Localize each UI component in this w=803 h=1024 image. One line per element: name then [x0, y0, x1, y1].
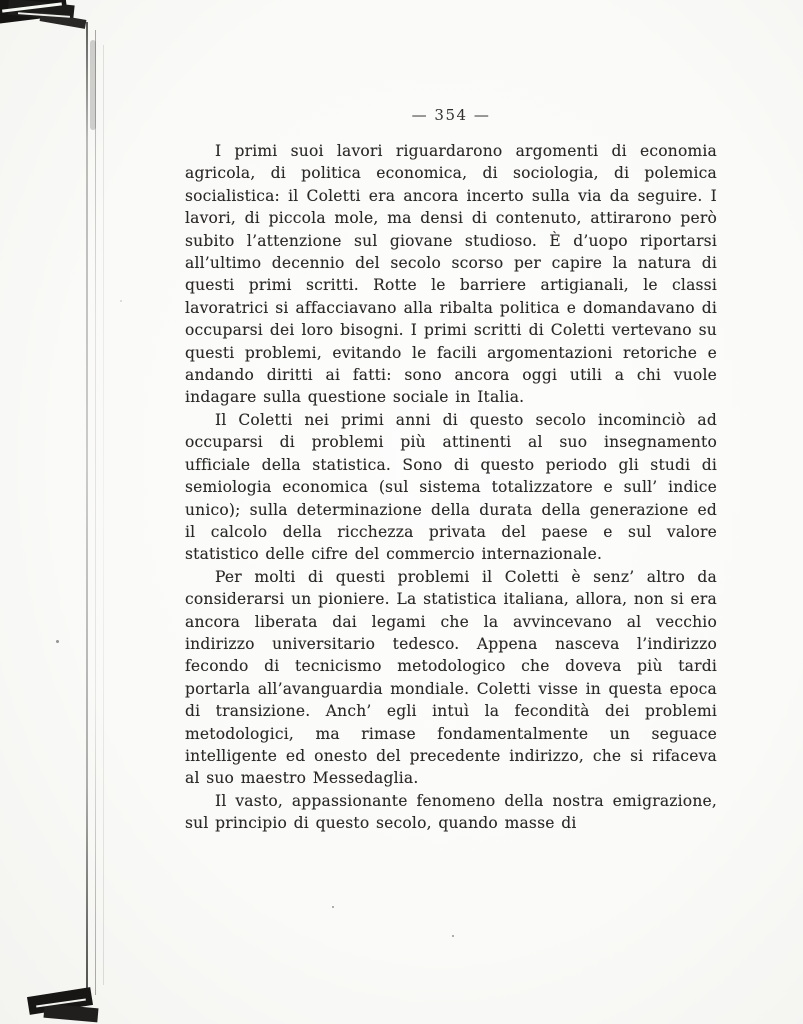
ink-speck	[120, 300, 122, 302]
page-content	[185, 106, 717, 835]
book-edge-line	[86, 22, 88, 1002]
book-edge-line	[103, 45, 104, 985]
paragraph-4: Il vasto, appassionante fenomeno della nostra emigrazione, sul principio di questo secolo, quando masse di	[185, 791, 717, 833]
ink-speck	[56, 640, 59, 643]
page-number: — 354 —	[411, 106, 491, 124]
scan-artifact-bottom-left-block	[43, 1004, 98, 1023]
body-text	[185, 140, 717, 835]
ink-speck	[332, 906, 334, 908]
book-edge-line	[95, 30, 96, 995]
paragraph-1: I primi suoi lavori riguardarono argomenti di economia agricola, di politica economica, di sociologia, di polemica socialistica: il Coletti era ancora incerto sulla via da seguire. I lavori, di piccola mole, ma densi di contenuto, attirarono però subito l’attenzione sul giovane studioso. È d’uopo riportarsi all’ultimo decennio del secolo scorso per capire la natura di questi primi scritti. Rotte le barriere artigianali, le classi lavoratrici si affacciavano alla ribalta politica e domandavano di occuparsi dei loro bisogni. I primi scritti di Coletti vertevano su questi problemi, evitando le facili argomentazioni retoriche e andando diritti ai fatti: sono ancora oggi utili a chi vuole indagare sulla questione sociale in Italia.	[185, 142, 717, 407]
ink-speck	[452, 935, 454, 937]
book-edge-smudge	[90, 40, 96, 130]
paragraph-3: Per molti di questi problemi il Coletti è senz’ altro da considerarsi un pioniere. La statistica italiana, allora, non si era ancora liberata dai legami che la avvincevano al vecchio indirizzo universitario tedesco. Appena nasceva l’indirizzo fecondo di tecnicismo metodologico che doveva più tardi portarla all’avanguardia mondiale. Coletti visse in questa epoca di transizione. Anch’ egli intuì la fecondità dei problemi metodologici, ma rimase fondamentalmente un seguace intelligente ed onesto del precedente indirizzo, che si rifaceva al suo maestro Messedaglia.	[185, 567, 717, 788]
paragraph-2: Il Coletti nei primi anni di questo secolo incominciò ad occuparsi di problemi più attinenti al suo insegnamento ufficiale della statistica. Sono di questo periodo gli studi di semiologia economica (sul sistema totalizzatore e sull’ indice unico); sulla determinazione della durata della generazione ed il calcolo della ricchezza privata del paese e sul valore statistico delle cifre del commercio internazionale.	[185, 410, 717, 564]
